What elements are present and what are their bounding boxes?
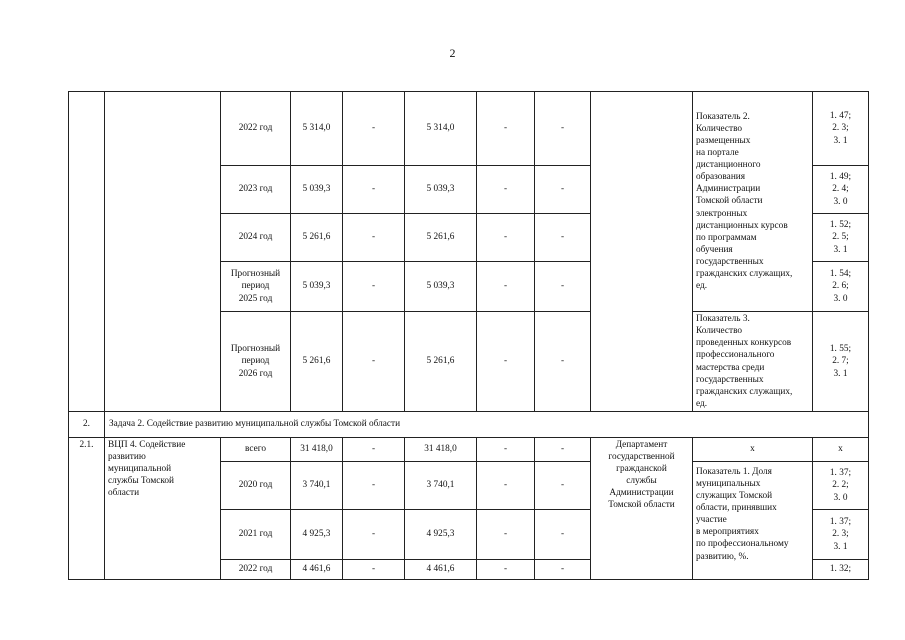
total-cell: 31 418,0 (291, 438, 343, 462)
local-cell: - (477, 560, 535, 580)
other-cell: - (535, 312, 591, 412)
name-cell (105, 92, 221, 412)
federal-cell: - (343, 166, 405, 214)
total-cell: 5 261,6 (291, 312, 343, 412)
year-cell: 2023 год (221, 166, 291, 214)
executor-cell (591, 92, 693, 412)
local-cell: - (477, 510, 535, 560)
code-cell: 1. 47; 2. 3; 3. 1 (813, 92, 869, 166)
total-cell: 3 740,1 (291, 462, 343, 510)
federal-cell: - (343, 438, 405, 462)
regional-cell: 4 461,6 (405, 560, 477, 580)
regional-cell: 3 740,1 (405, 462, 477, 510)
other-cell: - (535, 92, 591, 166)
code-cell: 1. 32; (813, 560, 869, 580)
year-cell: 2024 год (221, 214, 291, 262)
task-title-cell: Задача 2. Содействие развитию муниципальной службы Томской области (105, 412, 869, 438)
vcp-executor-cell: Департамент государственной гражданской службы Администрации Томской области (591, 438, 693, 580)
year-cell: 2022 год (221, 560, 291, 580)
federal-cell: - (343, 312, 405, 412)
program-table (68, 91, 869, 580)
federal-cell: - (343, 262, 405, 312)
year-cell: 2020 год (221, 462, 291, 510)
federal-cell: - (343, 92, 405, 166)
regional-cell: 4 925,3 (405, 510, 477, 560)
other-cell: - (535, 262, 591, 312)
indicator-2-cell: Показатель 2. Количество размещенных на портале дистанционного образования Администрации Томской области электронных дистанционных курсов по программам обучения государственных гражданских служащих, ед. (693, 92, 813, 312)
task-row (69, 412, 869, 438)
other-cell: - (535, 510, 591, 560)
vcp-name-cell: ВЦП 4. Содействие развитию муниципальной службы Томской области (105, 438, 221, 580)
total-cell: 5 261,6 (291, 214, 343, 262)
federal-cell: - (343, 560, 405, 580)
page-number: 2 (449, 46, 456, 60)
code-cell: 1. 37; 2. 3; 3. 1 (813, 510, 869, 560)
code-cell: 1. 54; 2. 6; 3. 0 (813, 262, 869, 312)
year-cell: 2022 год (221, 92, 291, 166)
code-cell: 1. 49; 2. 4; 3. 0 (813, 166, 869, 214)
vcp-indicator-cell: Показатель 1. Доля муниципальных служащих Томской области, принявших участие в мероприятиях по профессиональному развитию, %. (693, 462, 813, 580)
local-cell: - (477, 462, 535, 510)
federal-cell: - (343, 214, 405, 262)
total-cell: 5 314,0 (291, 92, 343, 166)
local-cell: - (477, 92, 535, 166)
num-cell (69, 92, 105, 412)
year-cell: 2021 год (221, 510, 291, 560)
total-cell: 5 039,3 (291, 262, 343, 312)
total-cell: 4 461,6 (291, 560, 343, 580)
federal-cell: - (343, 462, 405, 510)
code-cell: 1. 52; 2. 5; 3. 1 (813, 214, 869, 262)
total-cell: 5 039,3 (291, 166, 343, 214)
local-cell: - (477, 438, 535, 462)
other-cell: - (535, 560, 591, 580)
local-cell: - (477, 166, 535, 214)
table-row (69, 92, 869, 166)
total-cell: 4 925,3 (291, 510, 343, 560)
other-cell: - (535, 166, 591, 214)
local-cell: - (477, 214, 535, 262)
other-cell: - (535, 438, 591, 462)
year-cell: всего (221, 438, 291, 462)
year-cell: Прогнозный период 2026 год (221, 312, 291, 412)
local-cell: - (477, 262, 535, 312)
x-cell: x (813, 438, 869, 462)
regional-cell: 5 039,3 (405, 262, 477, 312)
table-row (69, 438, 869, 462)
regional-cell: 5 314,0 (405, 92, 477, 166)
year-cell: Прогнозный период 2025 год (221, 262, 291, 312)
regional-cell: 31 418,0 (405, 438, 477, 462)
code-cell: 1. 37; 2. 2; 3. 0 (813, 462, 869, 510)
x-cell: x (693, 438, 813, 462)
indicator-3-cell: Показатель 3. Количество проведенных конкурсов профессионального мастерства среди государственных гражданских служащих, ед. (693, 312, 813, 412)
other-cell: - (535, 462, 591, 510)
local-cell: - (477, 312, 535, 412)
code-cell: 1. 55; 2. 7; 3. 1 (813, 312, 869, 412)
other-cell: - (535, 214, 591, 262)
regional-cell: 5 039,3 (405, 166, 477, 214)
regional-cell: 5 261,6 (405, 214, 477, 262)
regional-cell: 5 261,6 (405, 312, 477, 412)
task-num-cell: 2. (69, 412, 105, 438)
vcp-num-cell: 2.1. (69, 438, 105, 580)
federal-cell: - (343, 510, 405, 560)
